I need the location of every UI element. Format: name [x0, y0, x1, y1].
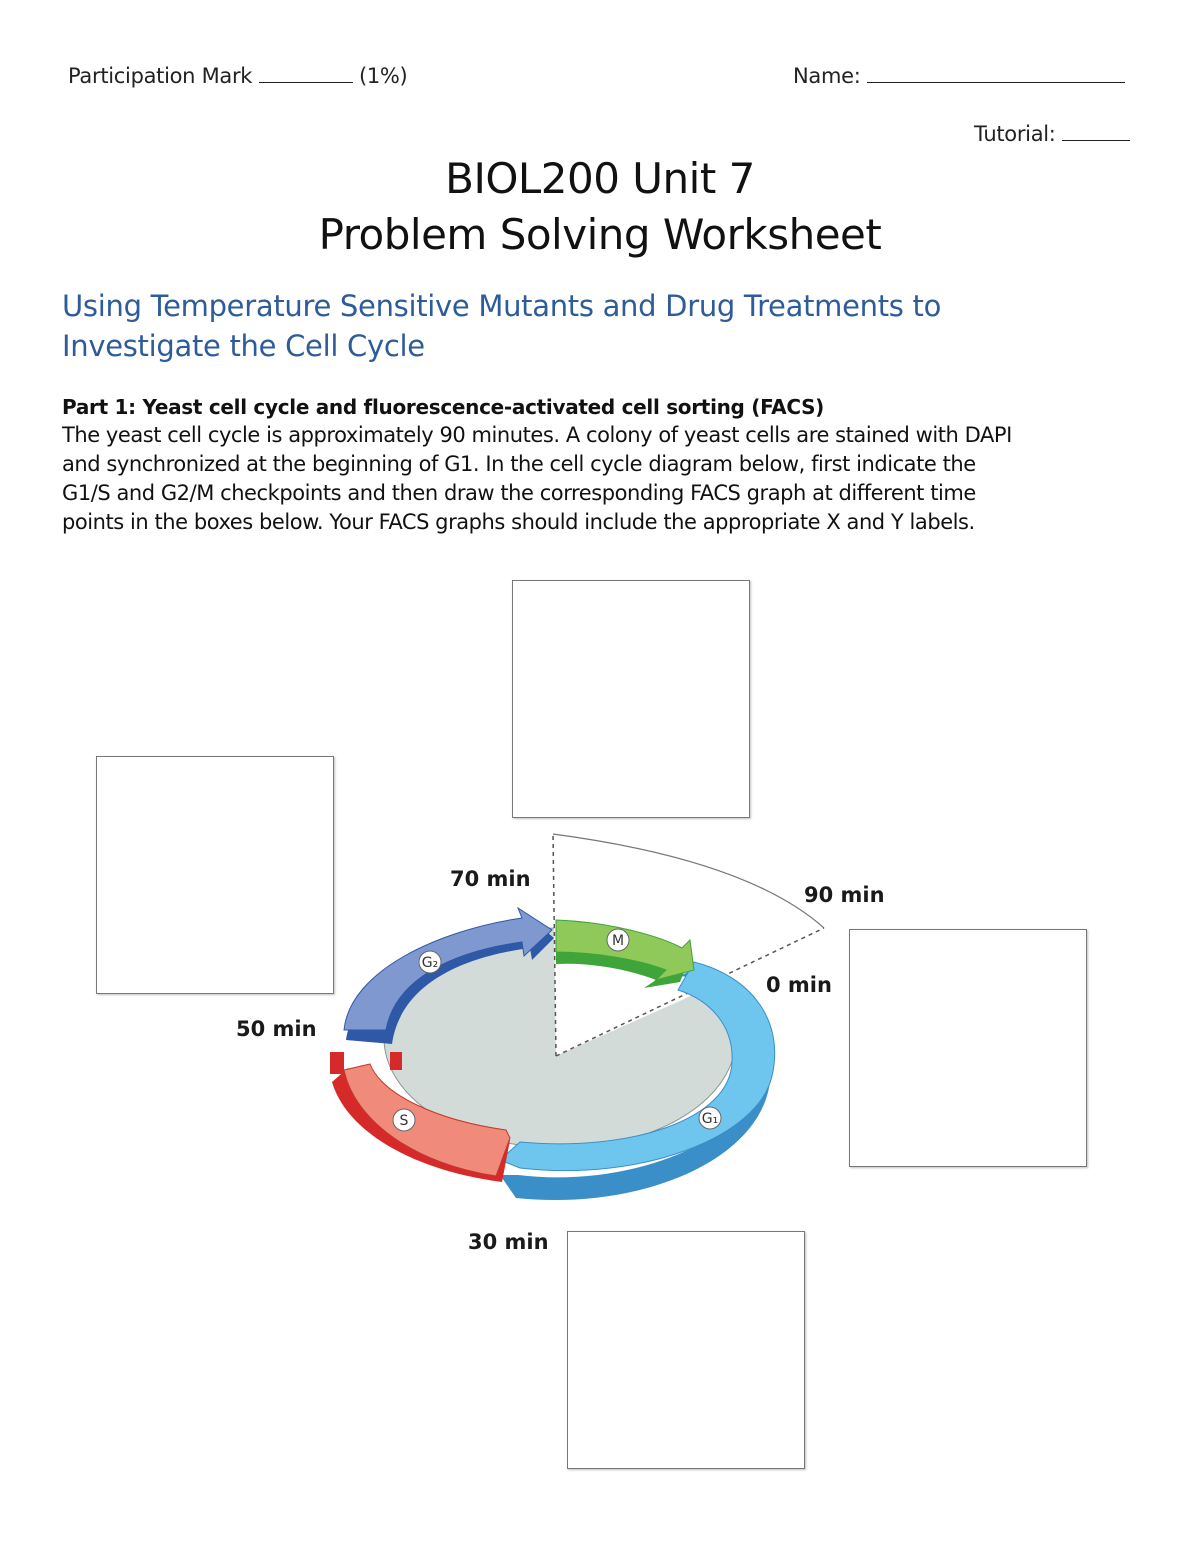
time-label-0min: 0 min: [766, 973, 832, 997]
phase-badge-s: [393, 1109, 415, 1131]
phase-label-g2: G₂: [421, 955, 439, 971]
s-arrow-tail: [330, 1052, 344, 1074]
part1-heading: Part 1: Yeast cell cycle and fluorescence-activated cell sorting (FACS): [62, 395, 825, 419]
tutorial-field: [974, 120, 1130, 146]
subtitle-line1: Using Temperature Sensitive Mutants and Drug Treatments to: [62, 289, 942, 323]
name-label: Name:: [793, 64, 861, 88]
phase-badge-g1: [699, 1107, 721, 1129]
cell-cycle-diagram: [220, 830, 920, 1230]
name-blank[interactable]: [867, 62, 1125, 83]
phase-label-m: M: [611, 933, 625, 949]
participation-mark: [68, 62, 407, 88]
part1-body-line: points in the boxes below. Your FACS graphs should include the appropriate X and Y labels.: [62, 510, 975, 534]
part1-body-line: G1/S and G2/M checkpoints and then draw the corresponding FACS graph at different time: [62, 481, 976, 505]
part1-body-line: and synchronized at the beginning of G1. In the cell cycle diagram below, first indicate the: [62, 452, 976, 476]
part1-body-line: The yeast cell cycle is approximately 90 minutes. A colony of yeast cells are stained with DAPI: [62, 423, 1012, 447]
page-title-line2: Problem Solving Worksheet: [318, 210, 882, 259]
time-label-50min: 50 min: [236, 1017, 317, 1041]
participation-percent: (1%): [358, 64, 408, 88]
tutorial-label: Tutorial:: [974, 122, 1056, 146]
phase-badge-g2: [419, 951, 441, 973]
time-label-90min: 90 min: [804, 883, 885, 907]
page-title-line1: BIOL200 Unit 7: [445, 154, 755, 203]
time-label-30min-text: 30 min: [468, 1230, 549, 1254]
phase-badge-m: [607, 929, 629, 951]
time-label-70min: 70 min: [450, 867, 531, 891]
facs-answer-box-30min[interactable]: [567, 1231, 805, 1469]
participation-label: Participation Mark: [68, 64, 253, 88]
s-arrow-tail-right: [390, 1052, 402, 1070]
phase-label-g1: G₁: [701, 1111, 719, 1127]
phase-label-s: S: [399, 1113, 409, 1129]
subtitle: [62, 286, 1062, 366]
tutorial-blank[interactable]: [1062, 120, 1130, 141]
subtitle-line2: Investigate the Cell Cycle: [62, 329, 425, 363]
name-field: [793, 62, 1125, 88]
participation-blank[interactable]: [259, 62, 353, 83]
facs-answer-box-70min[interactable]: [512, 580, 750, 818]
